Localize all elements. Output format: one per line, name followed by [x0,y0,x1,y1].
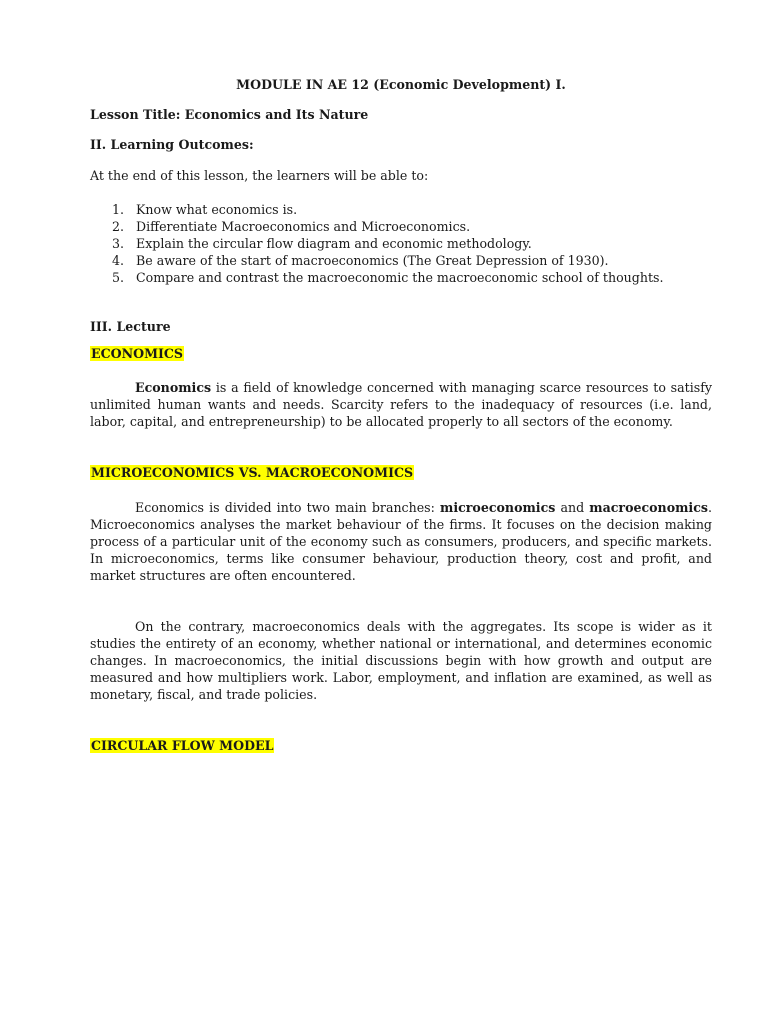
list-number: 3. [112,236,125,251]
learning-outcomes-list [112,201,712,286]
section-heading-economics [90,345,712,362]
list-item-text: Differentiate Macroeconomics and Microeconomics. [136,219,471,234]
list-item [112,252,712,269]
list-item [112,269,712,286]
list-item [112,218,712,235]
term-macroeconomics: macroeconomics [589,500,708,515]
list-number: 1. [112,202,125,217]
outcomes-intro: At the end of this lesson, the learners will be able to: [90,168,429,183]
list-item [112,235,712,252]
lecture-heading: III. Lecture [90,319,171,334]
term-microeconomics: microeconomics [440,500,556,515]
list-item [112,201,712,218]
paragraph-text: . Microeconomics analyses the market behaviour of the firms. It focuses on the decision making process of a particular unit of the economy such as consumers, producers, and specific markets. In microeconomics, terms like consumer behaviour, production theory, cost and profit, and market structures are often encountered. [90,500,712,583]
micro-macro-paragraph-1 [90,499,712,584]
highlighted-heading: CIRCULAR FLOW MODEL [91,738,274,753]
micro-macro-paragraph-2: On the contrary, macroeconomics deals with the aggregates. Its scope is wider as it studies the entirety of an economy, whether national or international, and determines economic changes. In macroeconomics, the initial discussions begin with how growth and output are measured and how multipliers work. Labor, employment, and inflation are examined, as well as monetary, fiscal, and trade policies. [90,619,712,702]
highlighted-heading: ECONOMICS [91,346,184,361]
list-item-text: Know what economics is. [136,202,298,217]
economics-definition: is a field of knowledge concerned with managing scarce resources to satisfy unlimited human wants and needs. Scarcity refers to the inadequacy of resources (i.e. land, labor, capital, and entrepreneurship) to be allocated properly to all sectors of the economy. [90,380,712,429]
module-heading: MODULE IN AE 12 (Economic Development) I. [236,77,566,92]
section-heading-circular-flow [90,737,712,754]
outcomes-heading: II. Learning Outcomes: [90,137,254,152]
highlighted-heading: MICROECONOMICS VS. MACROECONOMICS [91,465,414,480]
paragraph-text: and [555,500,590,515]
economics-paragraph [90,379,712,430]
list-number: 4. [112,253,125,268]
economics-term: Economics [135,380,212,395]
section-heading-micro-macro [90,464,712,481]
list-item-text: Explain the circular flow diagram and economic methodology. [136,236,532,251]
list-item-text: Be aware of the start of macroeconomics (The Great Depression of 1930). [136,253,609,268]
list-number: 2. [112,219,125,234]
list-item-text: Compare and contrast the macroeconomic the macroeconomic school of thoughts. [136,270,664,285]
list-number: 5. [112,270,125,285]
paragraph-text: Economics is divided into two main branches: [135,500,441,515]
lesson-title: Lesson Title: Economics and Its Nature [90,107,369,122]
